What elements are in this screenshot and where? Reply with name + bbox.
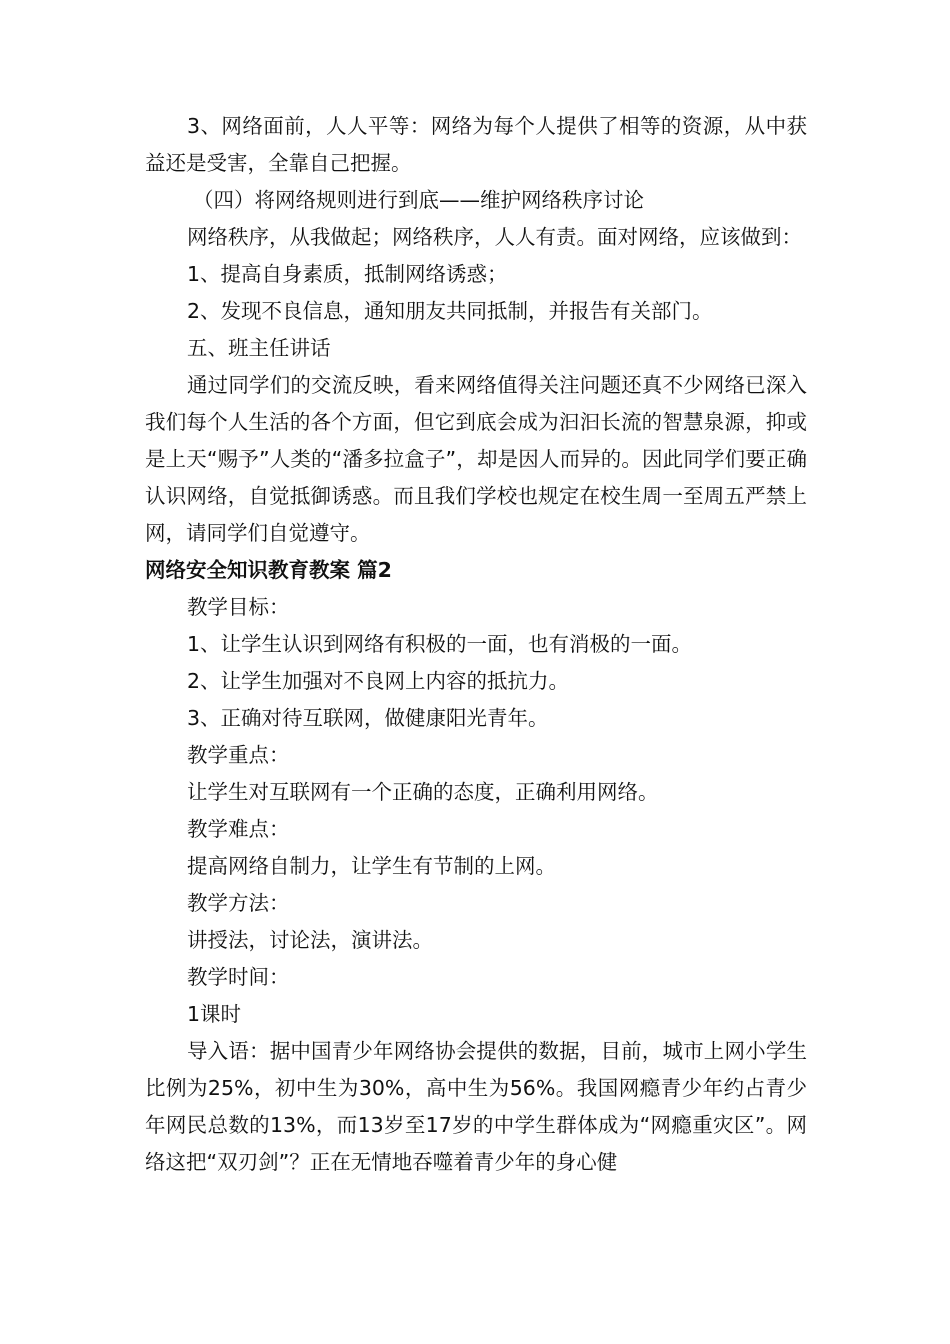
list-item-goal-2: 2、让学生加强对不良网上内容的抵抗力。 <box>187 669 570 693</box>
paragraph-network-order: 网络秩序，从我做起；网络秩序，人人有责。面对网络，应该做到： <box>187 225 802 249</box>
list-item-report-bad-info: 2、发现不良信息，通知朋友共同抵制，并报告有关部门。 <box>187 299 713 323</box>
section-title-part-2: 网络安全知识教育教案 篇2 <box>145 558 392 582</box>
list-item-goal-1: 1、让学生认识到网络有积极的一面，也有消极的一面。 <box>187 632 693 656</box>
document-body <box>145 108 807 1181</box>
subsection-heading-4: （四）将网络规则进行到底——维护网络秩序讨论 <box>193 188 644 212</box>
paragraph-point-3-equality: 3、网络面前，人人平等：网络为每个人提供了相等的资源，从中获益还是受害，全靠自己把握。 <box>145 114 807 175</box>
paragraph-teacher-talk: 通过同学们的交流反映，看来网络值得关注问题还真不少网络已深入我们每个人生活的各个方面，但它到底会成为汩汩长流的智慧泉源，抑或是上天“赐予”人类的“潘多拉盒子”，却是因人而异的。因此同学们要正确认识网络，自觉抵御诱惑。而且我们学校也规定在校生周一至周五严禁上网，请同学们自觉遵守。 <box>145 373 807 545</box>
list-item-improve-quality: 1、提高自身素质，抵制网络诱惑； <box>187 262 508 286</box>
label-difficulties: 教学难点： <box>187 817 290 841</box>
paragraph-methods: 讲授法，讨论法，演讲法。 <box>187 928 433 952</box>
paragraph-duration: 1课时 <box>187 1002 242 1026</box>
list-item-goal-3: 3、正确对待互联网，做健康阳光青年。 <box>187 706 549 730</box>
paragraph-key-points: 让学生对互联网有一个正确的态度，正确利用网络。 <box>187 780 659 804</box>
label-duration: 教学时间： <box>187 965 290 989</box>
label-methods: 教学方法： <box>187 891 290 915</box>
paragraph-difficulties: 提高网络自制力，让学生有节制的上网。 <box>187 854 556 878</box>
label-teaching-goals: 教学目标： <box>187 595 290 619</box>
section-heading-teacher-talk: 五、班主任讲话 <box>187 336 331 360</box>
paragraph-introduction: 导入语：据中国青少年网络协会提供的数据，目前，城市上网小学生比例为25%，初中生为30%，高中生为56%。我国网瘾青少年约占青少年网民总数的13%，而13岁至17岁的中学生群体成为“网瘾重灾区”。网络这把“双刃剑”？正在无情地吞噬着青少年的身心健 <box>145 1039 807 1174</box>
label-key-points: 教学重点： <box>187 743 290 767</box>
